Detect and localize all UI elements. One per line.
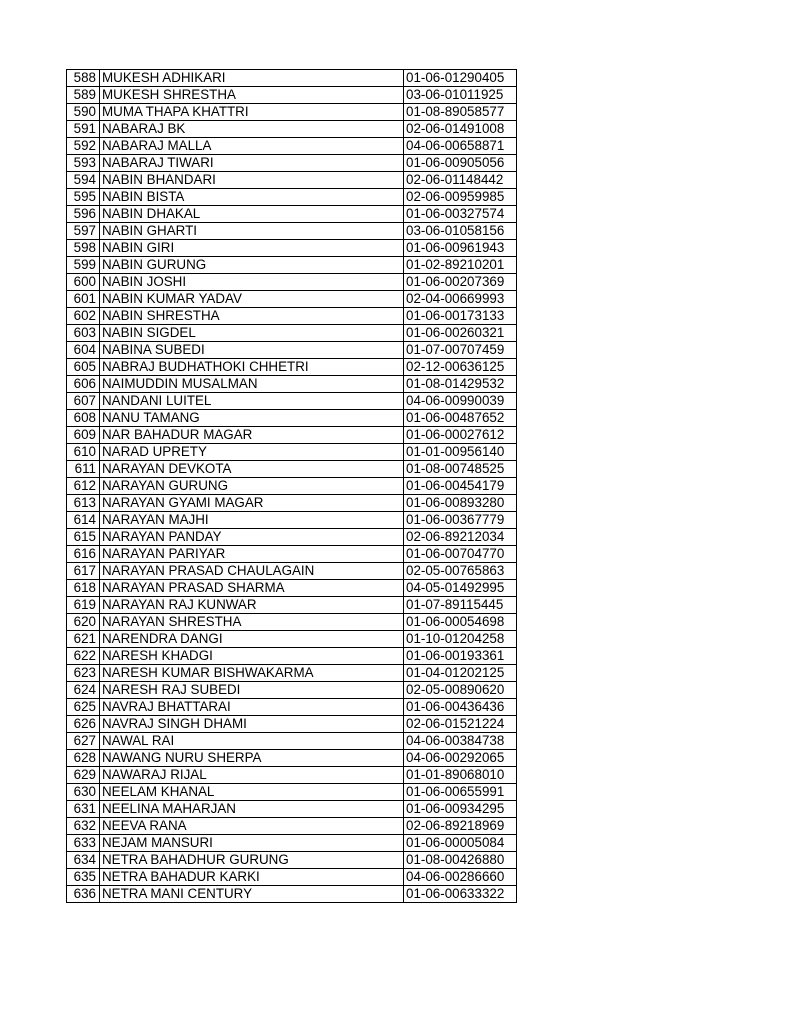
- serial-number-cell: 623: [67, 665, 100, 682]
- id-number-cell: 04-06-00292065: [404, 750, 517, 767]
- serial-number-cell: 604: [67, 342, 100, 359]
- id-number-cell: 03-06-01058156: [404, 223, 517, 240]
- serial-number-cell: 595: [67, 189, 100, 206]
- id-number-cell: 01-06-00454179: [404, 478, 517, 495]
- id-number-cell: 02-12-00636125: [404, 359, 517, 376]
- table-row: [67, 342, 517, 359]
- id-number-cell: 04-06-00286660: [404, 869, 517, 886]
- table-row: [67, 631, 517, 648]
- id-number-cell: 01-08-00426880: [404, 852, 517, 869]
- name-cell: NETRA BAHADUR KARKI: [100, 869, 404, 886]
- serial-number-cell: 606: [67, 376, 100, 393]
- id-number-cell: 02-06-01521224: [404, 716, 517, 733]
- name-cell: NABIN DHAKAL: [100, 206, 404, 223]
- table-row: [67, 257, 517, 274]
- roster-table-body: [67, 70, 517, 903]
- name-cell: NABIN JOSHI: [100, 274, 404, 291]
- serial-number-cell: 630: [67, 784, 100, 801]
- name-cell: NAVRAJ SINGH DHAMI: [100, 716, 404, 733]
- id-number-cell: 01-06-00633322: [404, 886, 517, 903]
- id-number-cell: 04-06-00990039: [404, 393, 517, 410]
- table-row: [67, 274, 517, 291]
- table-row: [67, 223, 517, 240]
- name-cell: NABIN GHARTI: [100, 223, 404, 240]
- name-cell: NAWANG NURU SHERPA: [100, 750, 404, 767]
- serial-number-cell: 608: [67, 410, 100, 427]
- table-row: [67, 308, 517, 325]
- name-cell: NARAYAN PRASAD CHAULAGAIN: [100, 563, 404, 580]
- serial-number-cell: 599: [67, 257, 100, 274]
- serial-number-cell: 619: [67, 597, 100, 614]
- table-row: [67, 121, 517, 138]
- id-number-cell: 01-06-00487652: [404, 410, 517, 427]
- serial-number-cell: 624: [67, 682, 100, 699]
- id-number-cell: 02-06-01148442: [404, 172, 517, 189]
- name-cell: NEELAM KHANAL: [100, 784, 404, 801]
- roster-table: [66, 69, 517, 903]
- serial-number-cell: 636: [67, 886, 100, 903]
- id-number-cell: 01-06-00704770: [404, 546, 517, 563]
- id-number-cell: 01-06-00905056: [404, 155, 517, 172]
- name-cell: NARAD UPRETY: [100, 444, 404, 461]
- id-number-cell: 01-06-00173133: [404, 308, 517, 325]
- id-number-cell: 01-06-00934295: [404, 801, 517, 818]
- serial-number-cell: 588: [67, 70, 100, 87]
- serial-number-cell: 617: [67, 563, 100, 580]
- id-number-cell: 02-06-00959985: [404, 189, 517, 206]
- table-row: [67, 410, 517, 427]
- name-cell: NARAYAN DEVKOTA: [100, 461, 404, 478]
- table-row: [67, 750, 517, 767]
- table-row: [67, 155, 517, 172]
- name-cell: NEJAM MANSURI: [100, 835, 404, 852]
- name-cell: NETRA BAHADHUR GURUNG: [100, 852, 404, 869]
- serial-number-cell: 602: [67, 308, 100, 325]
- table-row: [67, 597, 517, 614]
- id-number-cell: 01-06-00893280: [404, 495, 517, 512]
- name-cell: NARAYAN MAJHI: [100, 512, 404, 529]
- serial-number-cell: 600: [67, 274, 100, 291]
- serial-number-cell: 633: [67, 835, 100, 852]
- name-cell: NARENDRA DANGI: [100, 631, 404, 648]
- serial-number-cell: 635: [67, 869, 100, 886]
- name-cell: NABARAJ BK: [100, 121, 404, 138]
- serial-number-cell: 629: [67, 767, 100, 784]
- id-number-cell: 01-06-00193361: [404, 648, 517, 665]
- table-row: [67, 784, 517, 801]
- table-row: [67, 818, 517, 835]
- serial-number-cell: 607: [67, 393, 100, 410]
- name-cell: NARAYAN PANDAY: [100, 529, 404, 546]
- serial-number-cell: 627: [67, 733, 100, 750]
- table-row: [67, 87, 517, 104]
- table-row: [67, 665, 517, 682]
- serial-number-cell: 616: [67, 546, 100, 563]
- table-row: [67, 189, 517, 206]
- id-number-cell: 04-06-00658871: [404, 138, 517, 155]
- id-number-cell: 01-04-01202125: [404, 665, 517, 682]
- serial-number-cell: 609: [67, 427, 100, 444]
- serial-number-cell: 596: [67, 206, 100, 223]
- name-cell: NABINA SUBEDI: [100, 342, 404, 359]
- table-row: [67, 495, 517, 512]
- table-row: [67, 580, 517, 597]
- id-number-cell: 01-01-89068010: [404, 767, 517, 784]
- name-cell: NAWARAJ RIJAL: [100, 767, 404, 784]
- table-row: [67, 427, 517, 444]
- name-cell: NARESH KUMAR BISHWAKARMA: [100, 665, 404, 682]
- id-number-cell: 02-05-00765863: [404, 563, 517, 580]
- id-number-cell: 01-06-00207369: [404, 274, 517, 291]
- id-number-cell: 01-06-00327574: [404, 206, 517, 223]
- serial-number-cell: 597: [67, 223, 100, 240]
- serial-number-cell: 610: [67, 444, 100, 461]
- id-number-cell: 01-06-00655991: [404, 784, 517, 801]
- name-cell: NABIN GIRI: [100, 240, 404, 257]
- serial-number-cell: 605: [67, 359, 100, 376]
- name-cell: MUKESH SHRESTHA: [100, 87, 404, 104]
- table-row: [67, 444, 517, 461]
- table-row: [67, 682, 517, 699]
- serial-number-cell: 618: [67, 580, 100, 597]
- serial-number-cell: 594: [67, 172, 100, 189]
- table-row: [67, 716, 517, 733]
- table-row: [67, 138, 517, 155]
- serial-number-cell: 634: [67, 852, 100, 869]
- id-number-cell: 01-06-00260321: [404, 325, 517, 342]
- name-cell: NABIN SIGDEL: [100, 325, 404, 342]
- table-row: [67, 70, 517, 87]
- id-number-cell: 01-10-01204258: [404, 631, 517, 648]
- id-number-cell: 01-07-00707459: [404, 342, 517, 359]
- serial-number-cell: 598: [67, 240, 100, 257]
- name-cell: NARAYAN SHRESTHA: [100, 614, 404, 631]
- serial-number-cell: 603: [67, 325, 100, 342]
- serial-number-cell: 628: [67, 750, 100, 767]
- serial-number-cell: 611: [67, 461, 100, 478]
- id-number-cell: 01-06-00367779: [404, 512, 517, 529]
- id-number-cell: 01-02-89210201: [404, 257, 517, 274]
- table-row: [67, 172, 517, 189]
- serial-number-cell: 591: [67, 121, 100, 138]
- name-cell: NABIN GURUNG: [100, 257, 404, 274]
- serial-number-cell: 592: [67, 138, 100, 155]
- table-row: [67, 801, 517, 818]
- id-number-cell: 02-04-00669993: [404, 291, 517, 308]
- name-cell: NANDANI LUITEL: [100, 393, 404, 410]
- serial-number-cell: 625: [67, 699, 100, 716]
- table-row: [67, 563, 517, 580]
- name-cell: NABIN BHANDARI: [100, 172, 404, 189]
- name-cell: MUKESH ADHIKARI: [100, 70, 404, 87]
- id-number-cell: 02-06-89218969: [404, 818, 517, 835]
- table-row: [67, 104, 517, 121]
- serial-number-cell: 593: [67, 155, 100, 172]
- serial-number-cell: 601: [67, 291, 100, 308]
- table-row: [67, 699, 517, 716]
- name-cell: NANU TAMANG: [100, 410, 404, 427]
- name-cell: NAR BAHADUR MAGAR: [100, 427, 404, 444]
- serial-number-cell: 621: [67, 631, 100, 648]
- name-cell: NARAYAN PRASAD SHARMA: [100, 580, 404, 597]
- table-row: [67, 359, 517, 376]
- name-cell: NEEVA RANA: [100, 818, 404, 835]
- id-number-cell: 01-06-00005084: [404, 835, 517, 852]
- id-number-cell: 01-06-00436436: [404, 699, 517, 716]
- serial-number-cell: 590: [67, 104, 100, 121]
- id-number-cell: 01-08-00748525: [404, 461, 517, 478]
- table-row: [67, 291, 517, 308]
- serial-number-cell: 622: [67, 648, 100, 665]
- name-cell: MUMA THAPA KHATTRI: [100, 104, 404, 121]
- table-row: [67, 512, 517, 529]
- name-cell: NARAYAN GYAMI MAGAR: [100, 495, 404, 512]
- table-row: [67, 733, 517, 750]
- id-number-cell: 02-05-00890620: [404, 682, 517, 699]
- table-row: [67, 886, 517, 903]
- table-row: [67, 478, 517, 495]
- table-row: [67, 852, 517, 869]
- name-cell: NABIN SHRESTHA: [100, 308, 404, 325]
- id-number-cell: 02-06-01491008: [404, 121, 517, 138]
- name-cell: NEELINA MAHARJAN: [100, 801, 404, 818]
- id-number-cell: 01-07-89115445: [404, 597, 517, 614]
- id-number-cell: 01-08-01429532: [404, 376, 517, 393]
- name-cell: NABRAJ BUDHATHOKI CHHETRI: [100, 359, 404, 376]
- name-cell: NARAYAN GURUNG: [100, 478, 404, 495]
- name-cell: NAVRAJ BHATTARAI: [100, 699, 404, 716]
- serial-number-cell: 631: [67, 801, 100, 818]
- serial-number-cell: 613: [67, 495, 100, 512]
- id-number-cell: 01-06-01290405: [404, 70, 517, 87]
- table-row: [67, 835, 517, 852]
- table-row: [67, 546, 517, 563]
- id-number-cell: 01-06-00961943: [404, 240, 517, 257]
- serial-number-cell: 614: [67, 512, 100, 529]
- table-row: [67, 461, 517, 478]
- name-cell: NABIN BISTA: [100, 189, 404, 206]
- table-row: [67, 206, 517, 223]
- id-number-cell: 02-06-89212034: [404, 529, 517, 546]
- id-number-cell: 04-05-01492995: [404, 580, 517, 597]
- table-row: [67, 240, 517, 257]
- serial-number-cell: 612: [67, 478, 100, 495]
- name-cell: NABARAJ TIWARI: [100, 155, 404, 172]
- name-cell: NETRA MANI CENTURY: [100, 886, 404, 903]
- name-cell: NAWAL RAI: [100, 733, 404, 750]
- name-cell: NABARAJ MALLA: [100, 138, 404, 155]
- id-number-cell: 01-06-00027612: [404, 427, 517, 444]
- id-number-cell: 01-06-00054698: [404, 614, 517, 631]
- name-cell: NARESH KHADGI: [100, 648, 404, 665]
- name-cell: NABIN KUMAR YADAV: [100, 291, 404, 308]
- name-cell: NARAYAN RAJ KUNWAR: [100, 597, 404, 614]
- serial-number-cell: 632: [67, 818, 100, 835]
- id-number-cell: 01-08-89058577: [404, 104, 517, 121]
- table-row: [67, 648, 517, 665]
- table-row: [67, 376, 517, 393]
- table-row: [67, 529, 517, 546]
- id-number-cell: 03-06-01011925: [404, 87, 517, 104]
- table-row: [67, 869, 517, 886]
- serial-number-cell: 615: [67, 529, 100, 546]
- serial-number-cell: 589: [67, 87, 100, 104]
- table-row: [67, 393, 517, 410]
- name-cell: NARAYAN PARIYAR: [100, 546, 404, 563]
- table-row: [67, 767, 517, 784]
- name-cell: NARESH RAJ SUBEDI: [100, 682, 404, 699]
- serial-number-cell: 620: [67, 614, 100, 631]
- name-cell: NAIMUDDIN MUSALMAN: [100, 376, 404, 393]
- id-number-cell: 01-01-00956140: [404, 444, 517, 461]
- table-row: [67, 614, 517, 631]
- serial-number-cell: 626: [67, 716, 100, 733]
- table-row: [67, 325, 517, 342]
- id-number-cell: 04-06-00384738: [404, 733, 517, 750]
